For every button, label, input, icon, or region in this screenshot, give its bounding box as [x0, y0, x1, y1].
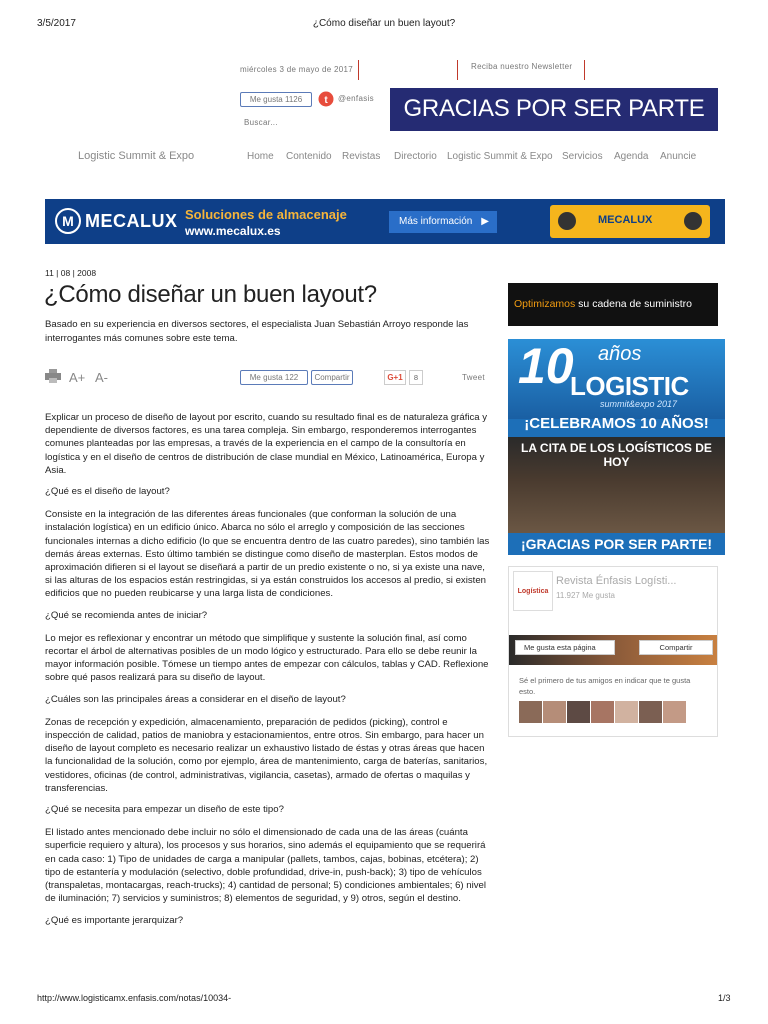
pdf-title: ¿Cómo diseñar un buen layout?	[312, 18, 456, 29]
avatar[interactable]	[591, 701, 614, 723]
play-arrow-icon: ▶	[481, 216, 489, 227]
years-word: años	[598, 343, 642, 365]
twitter-icon[interactable]	[318, 91, 334, 107]
avatar[interactable]	[519, 701, 542, 723]
wheel-icon	[684, 212, 702, 230]
article-title: ¿Cómo diseñar un buen layout?	[44, 281, 377, 308]
mecalux-headline: Soluciones de almacenaje	[185, 207, 347, 222]
cita-text: LA CITA DE LOS LOGÍSTICOS DE HOY	[521, 441, 712, 469]
mecalux-url: www.mecalux.es	[185, 224, 281, 238]
article-question: ¿Qué es el diseño de layout?	[45, 486, 170, 498]
pdf-date: 3/5/2017	[37, 18, 76, 29]
ad-text: su cadena de suministro	[575, 298, 692, 310]
article-paragraph: Zonas de recepción y expedición, almacenamiento, preparación de pedidos (picking), control e inspección de calidad, patios de maniobra y estacionamientos, entre otros. Sin embargo, para hacer un diseño de layout completo es necesario realizar un exhaustivo listado de éstas y otras áreas que hacen la funcionalidad de la solución, como por ejemplo, área de mantenimiento, carga de baterías, sanitarios, vestidores, oficinas (de control, administrativas, vigilancia, casetas), armado de ofertas o maquilas y transferencias.	[45, 716, 488, 794]
nav-directorio[interactable]: Directorio	[394, 151, 437, 162]
pdf-url: http://www.logisticamx.enfasis.com/notas/10034-	[37, 993, 232, 1003]
nav-anuncie[interactable]: Anuncie	[660, 151, 697, 162]
nav-home[interactable]: Home	[247, 151, 274, 162]
newsletter-link[interactable]: Reciba nuestro Newsletter	[471, 62, 573, 71]
svg-text:t: t	[324, 95, 328, 106]
print-icon[interactable]	[45, 369, 61, 383]
mecalux-brand: MECALUX	[85, 211, 178, 231]
fb-share-button[interactable]: Compartir	[639, 640, 713, 655]
avatar[interactable]	[543, 701, 566, 723]
fb-friend-avatars	[519, 701, 686, 723]
gplus-button[interactable]: G+1	[384, 370, 406, 385]
site-brand[interactable]: Logistic Summit & Expo	[78, 150, 195, 162]
article-body	[45, 411, 491, 937]
logistic-logo: LOGISTIC	[570, 371, 689, 401]
avatar[interactable]	[615, 701, 638, 723]
fb-friends-text: Sé el primero de tus amigos en indicar que te gusta esto.	[519, 676, 691, 696]
divider	[457, 60, 458, 80]
nav-contenido[interactable]: Contenido	[286, 151, 332, 162]
ad-highlight: Optimizamos	[514, 298, 576, 310]
article-date: 11 | 08 | 2008	[45, 268, 97, 278]
facebook-widget	[508, 566, 718, 737]
article-question: ¿Qué es importante jerarquizar?	[45, 914, 184, 926]
fb-like-page-button[interactable]: Me gusta esta página	[515, 640, 615, 655]
mecalux-cta-label: Más información	[399, 216, 473, 227]
article-question: ¿Cuáles son las principales áreas a considerar en el diseño de layout?	[45, 693, 346, 705]
celebrate-text: ¡CELEBRAMOS 10 AÑOS!	[524, 415, 709, 432]
crowd-photo	[508, 437, 725, 533]
divider	[358, 60, 359, 80]
logistic-sub: summit&expo 2017	[600, 399, 678, 409]
fb-page-likes: 11.927 Me gusta	[556, 591, 616, 600]
years-number: 10	[518, 339, 574, 394]
thanks-text: ¡GRACIAS POR SER PARTE!	[508, 533, 725, 555]
mecalux-brand-small: MECALUX	[598, 214, 653, 226]
nav-servicios[interactable]: Servicios	[562, 151, 603, 162]
mecalux-product-graphic	[550, 205, 710, 238]
mecalux-cta-button[interactable]	[389, 211, 497, 233]
tweet-button[interactable]: Tweet	[462, 373, 485, 382]
article-share-button[interactable]: Compartir	[311, 370, 353, 385]
article-paragraph: Lo mejor es reflexionar y encontrar un método que simplifique y sustente la solución final, así como recortar el árbol de alternativas posibles de un modo lógico y estructurado. Para ello se debe reunir la mayor información posible. Tómese un tiempo antes de empezar con cálculos, tablas y CAD. Reflexione sobre qué pasos realizará para su diseño de layout.	[45, 632, 489, 684]
font-decrease-button[interactable]: A-	[95, 370, 108, 385]
nav-agenda[interactable]: Agenda	[614, 151, 649, 162]
mecalux-logo-icon	[55, 208, 81, 234]
article-lead: Basado en su experiencia en diversos sectores, el especialista Juan Sebastián Arroyo responde las interrogantes más comunes sobre este tema.	[45, 319, 469, 344]
current-date: miércoles 3 de mayo de 2017	[240, 65, 354, 74]
fb-page-name[interactable]: Revista Énfasis Logísti...	[556, 575, 677, 587]
avatar[interactable]	[567, 701, 590, 723]
divider	[584, 60, 585, 80]
article-paragraph: Consiste en la integración de las diferentes áreas funcionales (que conforman la solución de una instalación logística) en un edificio único. Abarca no sólo el arreglo y composición de las secciones funcionales internas a dicho edificio (lo que se encuentra dentro de las cuatro paredes), sino también las demás áreas externas. Esto último también se distingue como diseño de masterplan. Estos modos de aproximación difieren si el layout se diseñará a partir de un predio existente o no, si ya existe una nave, si las alturas de los espacios están restringidas, si ya están construidos los accesos al predio, si existen edificios que no pueden reubicarse y una larga lista de condiciones.	[45, 509, 490, 600]
article-question: ¿Qué se necesita para empezar un diseño de este tipo?	[45, 804, 284, 816]
facebook-like-button[interactable]: Me gusta 1126	[240, 92, 312, 107]
search-input[interactable]: Buscar...	[244, 118, 278, 127]
font-increase-button[interactable]: A+	[69, 370, 86, 385]
avatar[interactable]	[663, 701, 686, 723]
twitter-handle[interactable]: @enfasis	[338, 94, 374, 103]
wheel-icon	[558, 212, 576, 230]
mecalux-banner[interactable]	[45, 199, 725, 244]
article-paragraph: Explicar un proceso de diseño de layout por escrito, cuando su resultado final es de naturaleza gráfica y dependiente de diversos factores, es una tarea compleja. Sin embargo, responderemos interrogantes comunes planteadas por las empresas, a través de la experiencia en el campo de la consultoría en logística y en el diseño de centros de distribución de clase mundial en México, Latinoamérica, Europa y Asia.	[45, 412, 488, 476]
pdf-page-number: 1/3	[718, 993, 731, 1003]
svg-text:M: M	[62, 213, 74, 229]
article-paragraph: El listado antes mencionado debe incluir no sólo el dimensionado de cada una de las áreas (cuánta superficie requiero y altura), los procesos y sus horarios, sino además el equipamiento que se requerirá en cada caso: 1) Tipo de unidades de carga a manipular (pallets, tambos, cajas, bobinas, etcétera); 2) tipo de estantería y modulación (selectivo, doble profundidad, drive-in, push-back); 3) tipo de vehículos (transpaletas, montacargas, reach-trucks); 4) cantidad de personal; 5) condiciones ambientales; 6) nivel de iluminación; 7) servicios y suministros; 8) elementos de seguridad, y 9) otros, según el destino.	[45, 827, 487, 905]
nav-revistas[interactable]: Revistas	[342, 151, 381, 162]
nav-logistic-summit[interactable]: Logistic Summit & Expo	[447, 151, 553, 162]
top-ad-banner[interactable]: GRACIAS POR SER PARTE	[390, 88, 718, 131]
avatar[interactable]	[639, 701, 662, 723]
gplus-count: 8	[409, 370, 423, 385]
supply-chain-ad[interactable]	[508, 283, 718, 326]
logistic-summit-ad[interactable]	[508, 339, 725, 555]
enfasis-logo: Logística	[513, 571, 553, 611]
article-like-button[interactable]: Me gusta 122	[240, 370, 308, 385]
article-question: ¿Qué se recomienda antes de iniciar?	[45, 609, 208, 621]
